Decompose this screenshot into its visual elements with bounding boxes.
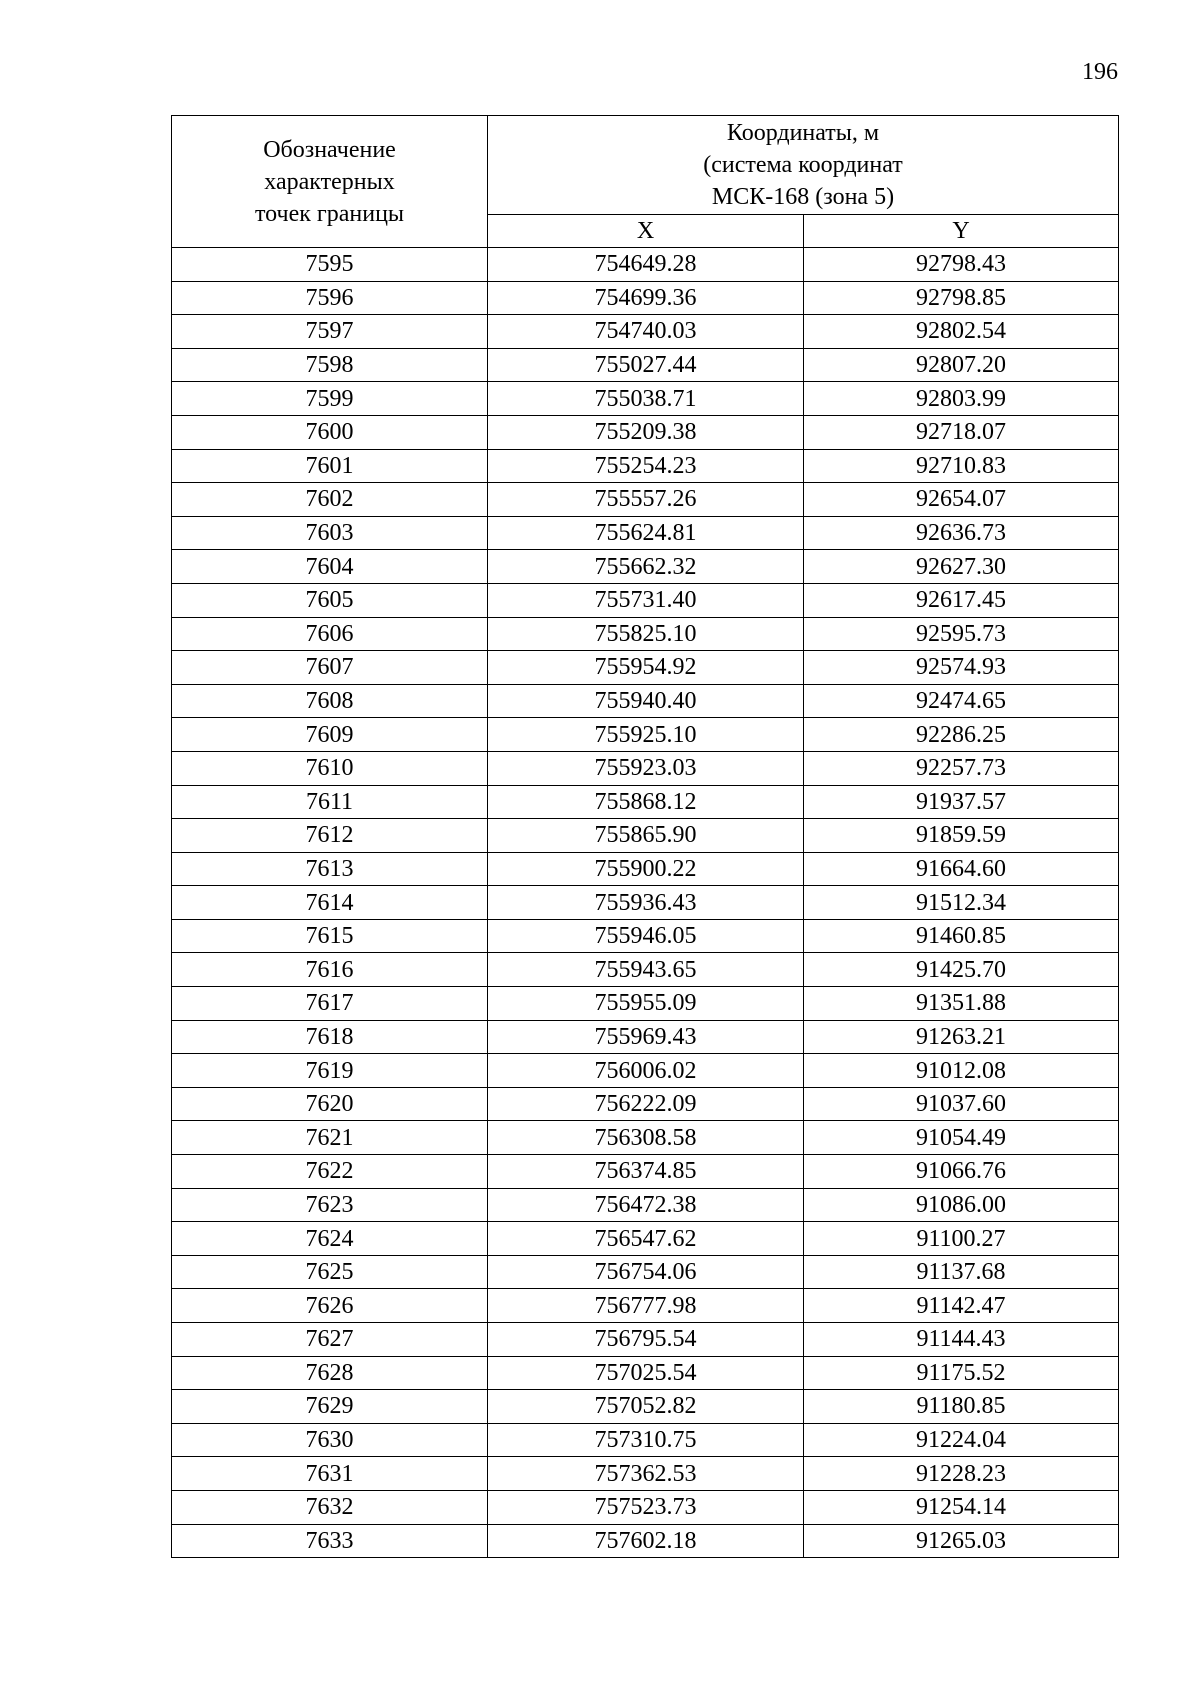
y-cell: 91263.21 [804,1020,1119,1054]
x-cell: 755969.43 [488,1020,804,1054]
point-cell: 7612 [172,819,488,853]
y-cell: 92617.45 [804,583,1119,617]
point-cell: 7605 [172,583,488,617]
table-row [172,1323,1119,1357]
x-cell: 757025.54 [488,1356,804,1390]
point-cell: 7597 [172,315,488,349]
page-number: 196 [1082,59,1118,85]
x-column-header: X [488,215,804,248]
table-row [172,819,1119,853]
point-cell: 7601 [172,449,488,483]
y-cell: 92710.83 [804,449,1119,483]
table-row [172,1490,1119,1524]
x-cell: 755954.92 [488,651,804,685]
x-cell: 756308.58 [488,1121,804,1155]
x-cell: 755936.43 [488,886,804,920]
table-row [172,1390,1119,1424]
y-cell: 91066.76 [804,1155,1119,1189]
y-cell: 91142.47 [804,1289,1119,1323]
x-cell: 755557.26 [488,483,804,517]
point-cell: 7626 [172,1289,488,1323]
x-cell: 757523.73 [488,1490,804,1524]
y-cell: 91859.59 [804,819,1119,853]
table-row [172,449,1119,483]
table-row [172,1155,1119,1189]
table-row [172,886,1119,920]
point-cell: 7627 [172,1323,488,1357]
y-cell: 91100.27 [804,1222,1119,1256]
table-row [172,483,1119,517]
y-cell: 92654.07 [804,483,1119,517]
point-cell: 7598 [172,348,488,382]
point-cell: 7607 [172,651,488,685]
point-cell: 7622 [172,1155,488,1189]
x-cell: 756777.98 [488,1289,804,1323]
table-row [172,953,1119,987]
y-cell: 91664.60 [804,852,1119,886]
y-cell: 91054.49 [804,1121,1119,1155]
point-cell: 7603 [172,516,488,550]
table-row [172,1121,1119,1155]
x-cell: 756754.06 [488,1255,804,1289]
x-cell: 755662.32 [488,550,804,584]
table-row [172,1222,1119,1256]
table-row [172,785,1119,819]
y-cell: 92595.73 [804,617,1119,651]
x-cell: 755946.05 [488,919,804,953]
table-body [172,248,1119,1558]
y-cell: 91351.88 [804,987,1119,1021]
x-cell: 757602.18 [488,1524,804,1558]
point-cell: 7606 [172,617,488,651]
x-cell: 756006.02 [488,1054,804,1088]
table-header [172,116,1119,248]
point-cell: 7629 [172,1390,488,1424]
x-cell: 755925.10 [488,718,804,752]
point-cell: 7621 [172,1121,488,1155]
table-row [172,1054,1119,1088]
table-row [172,550,1119,584]
point-cell: 7630 [172,1423,488,1457]
y-cell: 92257.73 [804,751,1119,785]
y-cell: 92718.07 [804,415,1119,449]
point-cell: 7616 [172,953,488,987]
y-cell: 92802.54 [804,315,1119,349]
y-cell: 92798.43 [804,248,1119,282]
table-row [172,516,1119,550]
x-cell: 756222.09 [488,1087,804,1121]
table-row [172,1289,1119,1323]
y-cell: 91265.03 [804,1524,1119,1558]
y-cell: 91460.85 [804,919,1119,953]
point-cell: 7595 [172,248,488,282]
table-row [172,1020,1119,1054]
x-cell: 756374.85 [488,1155,804,1189]
table-row [172,1524,1119,1558]
x-cell: 755900.22 [488,852,804,886]
x-cell: 757362.53 [488,1457,804,1491]
y-cell: 92803.99 [804,382,1119,416]
point-cell: 7632 [172,1490,488,1524]
y-cell: 92474.65 [804,684,1119,718]
table-row [172,1457,1119,1491]
table-row [172,987,1119,1021]
y-cell: 91224.04 [804,1423,1119,1457]
point-cell: 7617 [172,987,488,1021]
y-cell: 92807.20 [804,348,1119,382]
point-cell: 7624 [172,1222,488,1256]
table-row [172,315,1119,349]
y-cell: 91937.57 [804,785,1119,819]
point-cell: 7620 [172,1087,488,1121]
x-cell: 754649.28 [488,248,804,282]
x-cell: 755624.81 [488,516,804,550]
point-cell: 7619 [172,1054,488,1088]
y-cell: 91137.68 [804,1255,1119,1289]
x-cell: 754699.36 [488,281,804,315]
point-cell: 7615 [172,919,488,953]
y-cell: 92574.93 [804,651,1119,685]
table-row [172,751,1119,785]
x-cell: 755923.03 [488,751,804,785]
x-cell: 755868.12 [488,785,804,819]
y-cell: 91425.70 [804,953,1119,987]
y-cell: 91012.08 [804,1054,1119,1088]
point-cell: 7611 [172,785,488,819]
y-cell: 91037.60 [804,1087,1119,1121]
table-row [172,281,1119,315]
table-row [172,348,1119,382]
point-cell: 7596 [172,281,488,315]
x-cell: 755209.38 [488,415,804,449]
y-cell: 92636.73 [804,516,1119,550]
y-cell: 91254.14 [804,1490,1119,1524]
x-cell: 755943.65 [488,953,804,987]
point-cell: 7631 [172,1457,488,1491]
x-cell: 755940.40 [488,684,804,718]
point-cell: 7623 [172,1188,488,1222]
coordinates-header: Координаты, м (система координат МСК-168 (зона 5) [488,116,1119,215]
point-cell: 7618 [172,1020,488,1054]
point-cell: 7628 [172,1356,488,1390]
table-row [172,1255,1119,1289]
table-row [172,1356,1119,1390]
y-cell: 91512.34 [804,886,1119,920]
point-designation-header: Обозначение характерных точек границы [172,116,488,248]
table-row [172,583,1119,617]
y-cell: 91180.85 [804,1390,1119,1424]
table-row [172,415,1119,449]
point-cell: 7609 [172,718,488,752]
x-cell: 755038.71 [488,382,804,416]
table-row [172,852,1119,886]
point-cell: 7604 [172,550,488,584]
table-row [172,382,1119,416]
x-cell: 755027.44 [488,348,804,382]
y-cell: 92286.25 [804,718,1119,752]
table-row [172,1087,1119,1121]
point-cell: 7599 [172,382,488,416]
point-cell: 7608 [172,684,488,718]
table-row [172,684,1119,718]
table-row [172,1423,1119,1457]
y-cell: 91228.23 [804,1457,1119,1491]
point-cell: 7613 [172,852,488,886]
table-row [172,248,1119,282]
table-row [172,1188,1119,1222]
table-row [172,651,1119,685]
y-cell: 92798.85 [804,281,1119,315]
x-cell: 756547.62 [488,1222,804,1256]
table-row [172,617,1119,651]
point-cell: 7610 [172,751,488,785]
table-row [172,919,1119,953]
y-cell: 91144.43 [804,1323,1119,1357]
x-cell: 755955.09 [488,987,804,1021]
point-cell: 7600 [172,415,488,449]
x-cell: 755254.23 [488,449,804,483]
y-column-header: Y [804,215,1119,248]
y-cell: 91086.00 [804,1188,1119,1222]
x-cell: 756795.54 [488,1323,804,1357]
coordinates-table [171,115,1119,1558]
point-cell: 7625 [172,1255,488,1289]
x-cell: 757310.75 [488,1423,804,1457]
x-cell: 757052.82 [488,1390,804,1424]
point-cell: 7633 [172,1524,488,1558]
x-cell: 755731.40 [488,583,804,617]
point-cell: 7602 [172,483,488,517]
x-cell: 755865.90 [488,819,804,853]
y-cell: 91175.52 [804,1356,1119,1390]
x-cell: 755825.10 [488,617,804,651]
y-cell: 92627.30 [804,550,1119,584]
point-cell: 7614 [172,886,488,920]
x-cell: 756472.38 [488,1188,804,1222]
table-row [172,718,1119,752]
x-cell: 754740.03 [488,315,804,349]
